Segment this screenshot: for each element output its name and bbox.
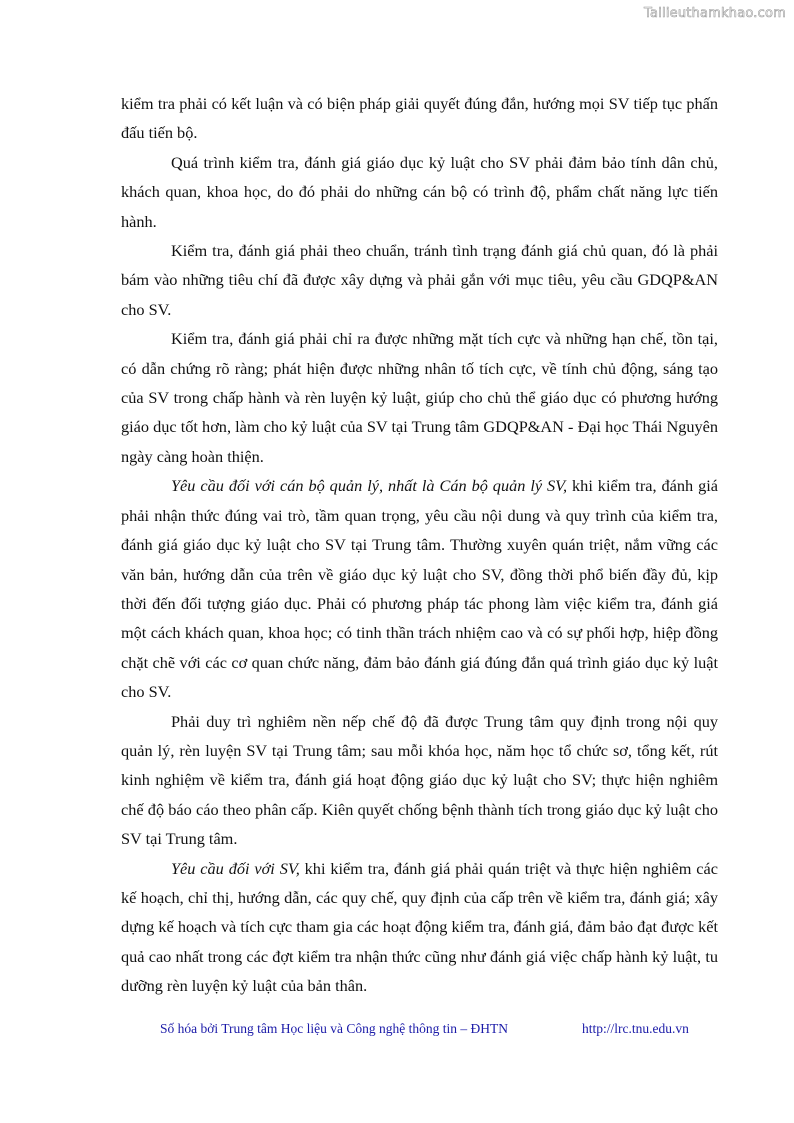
paragraph-7-italic: Yêu cầu đối với SV, (171, 858, 300, 878)
paragraph-3-text: Kiểm tra, đánh giá phải theo chuẩn, tránh tình trạng đánh giá chủ quan, đó là phải bám vào những tiêu chí đã được xây dựng và phải gắn với mục tiêu, yêu cầu GDQP&AN cho SV. (121, 241, 718, 319)
paragraph-2 (121, 148, 718, 236)
body-text (121, 89, 718, 1001)
paragraph-5 (121, 471, 718, 706)
paragraph-1 (121, 89, 718, 148)
paragraph-1-text: kiểm tra phải có kết luận và có biện pháp giải quyết đúng đắn, hướng mọi SV tiếp tục phấn đấu tiến bộ. (121, 94, 718, 143)
paragraph-6-text: Phải duy trì nghiêm nền nếp chế độ đã được Trung tâm quy định trong nội quy quản lý, rèn luyện SV tại Trung tâm; sau mỗi khóa học, năm học tổ chức sơ, tổng kết, rút kinh nghiệm về kiểm tra, đánh giá hoạt động giáo dục kỷ luật cho SV; thực hiện nghiêm chế độ báo cáo theo phân cấp. Kiên quyết chống bệnh thành tích trong giáo dục kỷ luật cho SV tại Trung tâm. (121, 711, 718, 849)
footer-url-link[interactable]: http://lrc.tnu.edu.vn (582, 1021, 689, 1036)
paragraph-3 (121, 236, 718, 324)
paragraph-2-text: Quá trình kiểm tra, đánh giá giáo dục kỷ luật cho SV phải đảm bảo tính dân chủ, khách quan, khoa học, do đó phải do những cán bộ có trình độ, phẩm chất năng lực tiến hành. (121, 152, 718, 231)
paragraph-7 (121, 854, 718, 1001)
paragraph-5-italic: Yêu cầu đối với cán bộ quản lý, nhất là Cán bộ quản lý SV, (171, 476, 568, 496)
paragraph-6 (121, 707, 718, 854)
footer-source-text: Số hóa bởi Trung tâm Học liệu và Công nghệ thông tin – ĐHTN (160, 1021, 509, 1036)
watermark: Tailieuthamkhao.com (644, 6, 786, 21)
paragraph-4 (121, 324, 718, 471)
paragraph-4-text: Kiểm tra, đánh giá phải chỉ ra được những mặt tích cực và những hạn chế, tồn tại, có dẫn chứng rõ ràng; phát hiện được những nhân tố tích cực, về tính chủ động, sáng tạo của SV trong chấp hành và rèn luyện kỷ luật, giúp cho chủ thể giáo dục có phương hướng giáo dục tốt hơn, làm cho kỷ luật của SV tại Trung tâm GDQP&AN - Đại học Thái Nguyên ngày càng hoàn thiện. (121, 329, 718, 466)
paragraph-5-text: khi kiểm tra, đánh giá phải nhận thức đúng vai trò, tầm quan trọng, yêu cầu nội dung và quy trình của kiểm tra, đánh giá giáo dục kỷ luật cho SV tại Trung tâm. Thường xuyên quán triệt, nắm vững các văn bản, hướng dẫn của trên về giáo dục kỷ luật cho SV, đồng thời phổ biến đầy đủ, kịp thời đến đối tượng giáo dục. Phải có phương pháp tác phong làm việc kiểm tra, đánh giá một cách khách quan, khoa học; có tinh thần trách nhiệm cao và có sự phối hợp, hiệp đồng chặt chẽ với các cơ quan chức năng, đảm bảo đánh giá đúng đắn quá trình giáo dục kỷ luật cho SV. (121, 476, 718, 702)
paragraph-7-text: khi kiểm tra, đánh giá phải quán triệt và thực hiện nghiêm các kế hoạch, chỉ thị, hướng dẫn, các quy chế, quy định của cấp trên về kiểm tra, đánh giá; xây dựng kế hoạch và tích cực tham gia các hoạt động kiểm tra, đánh giá, đảm bảo đạt được kết quả cao nhất trong các đợt kiểm tra nhận thức cũng như đánh giá việc chấp hành kỷ luật, tu dưỡng rèn luyện kỷ luật của bản thân. (121, 858, 718, 996)
